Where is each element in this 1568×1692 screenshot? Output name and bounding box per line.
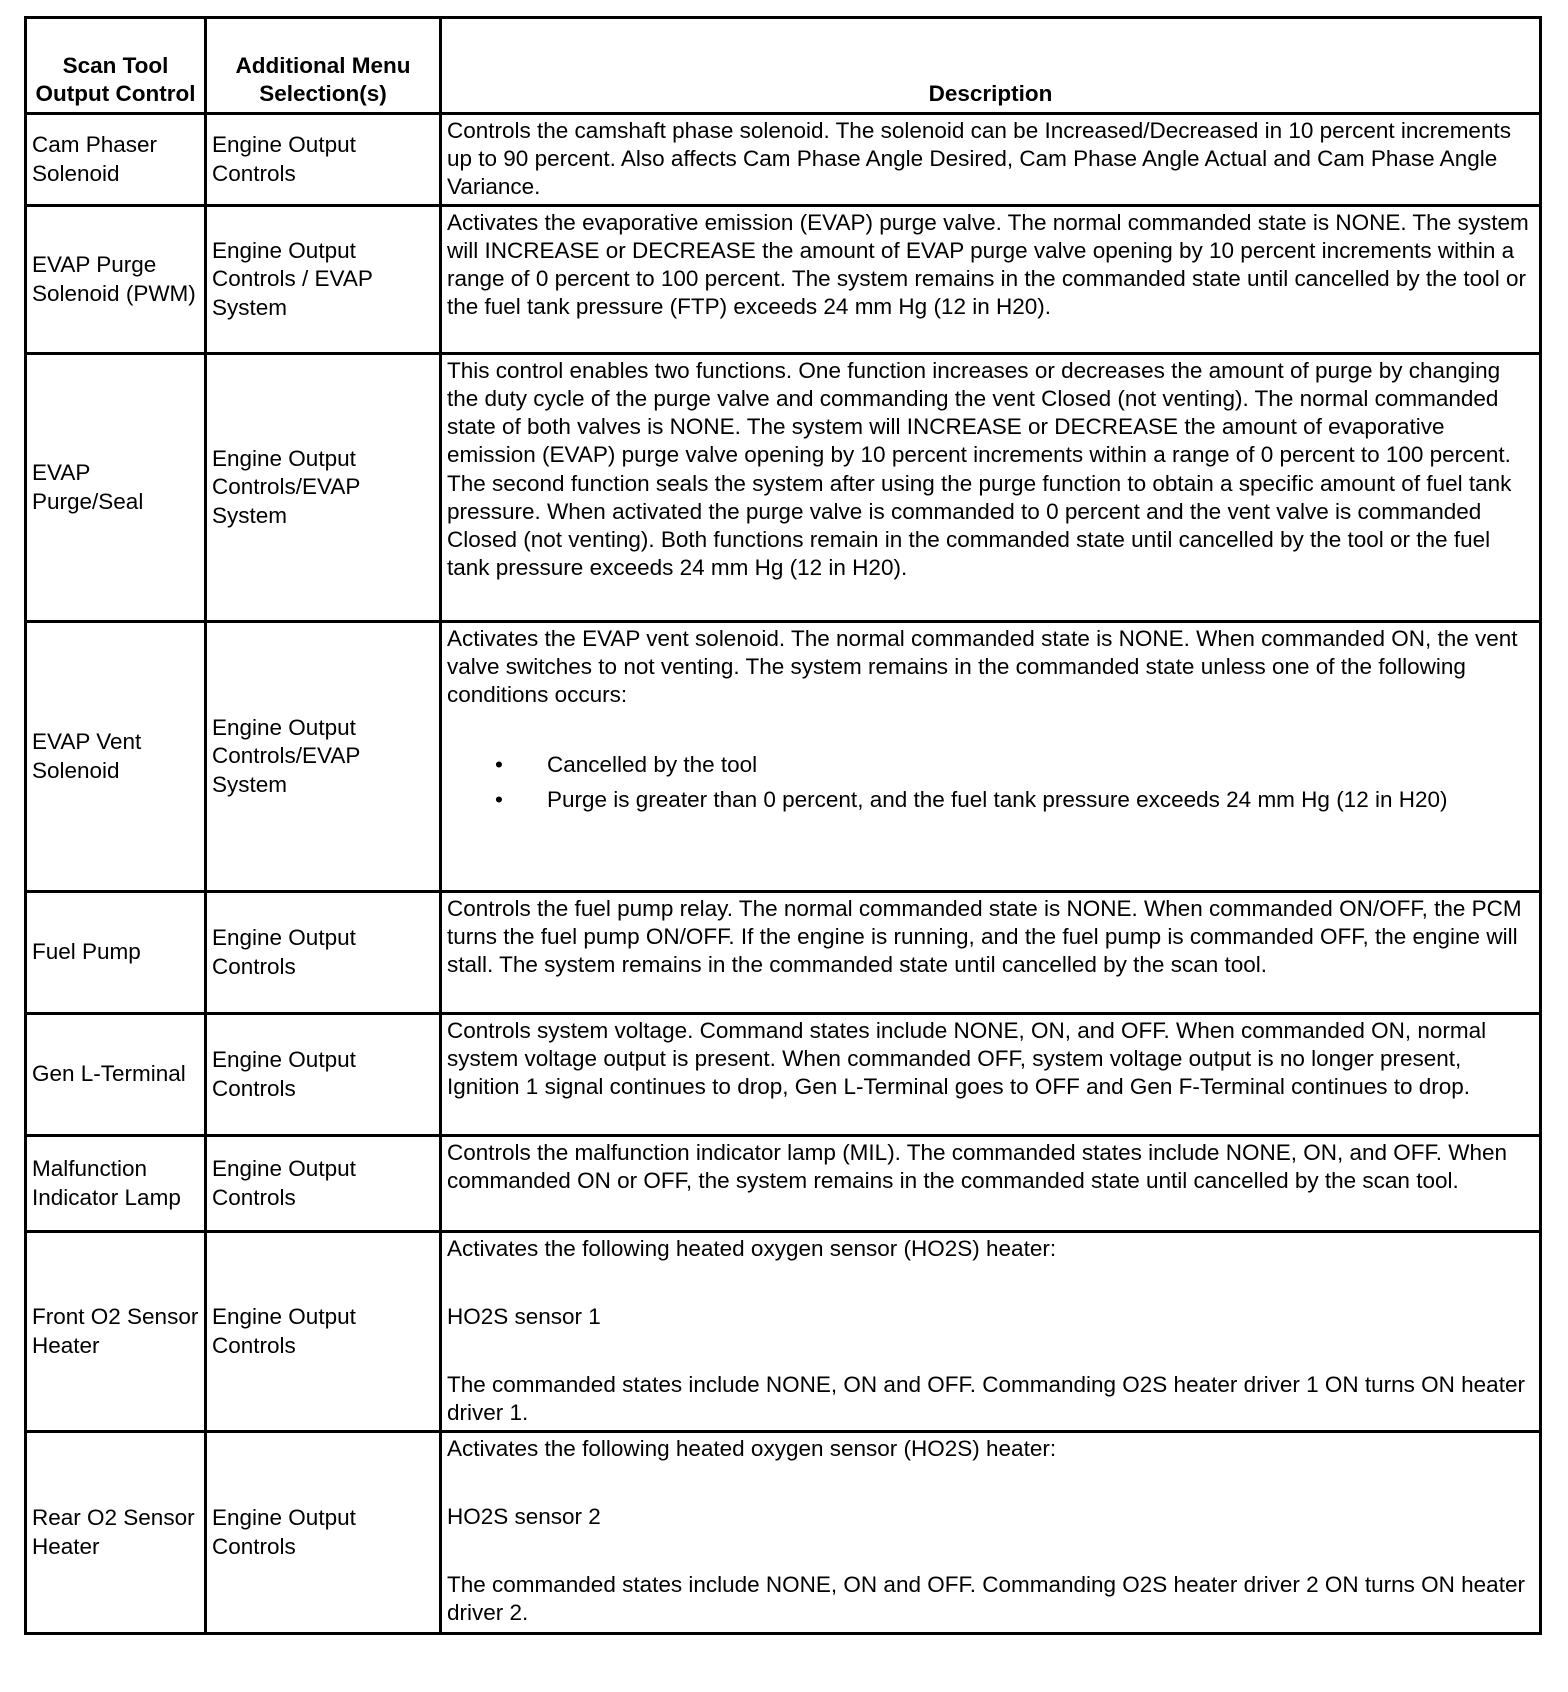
menu-selection: Engine Output Controls/EVAP System [206,354,441,622]
description-cell [441,114,1541,206]
description-text: Controls the malfunction indicator lamp (MIL). The commanded states include NONE, ON, and OFF. When commanded ON or OFF, the system remains in the commanded state until cancelled by the scan tool. [447,1140,1508,1194]
control-name: EVAP Vent Solenoid [26,622,206,892]
table-row [26,622,1541,892]
bullet-text: Purge is greater than 0 percent, and the fuel tank pressure exceeds 24 mm Hg (12 in H20) [547,786,1448,812]
menu-selection: Engine Output Controls [206,1136,441,1232]
description-cell [441,1014,1541,1136]
description-cell [441,1432,1541,1634]
bullet-text: Cancelled by the tool [547,752,758,778]
table-row [26,892,1541,1014]
table-row [26,1136,1541,1232]
description-text: Controls the camshaft phase solenoid. The solenoid can be Increased/Decreased in 10 percent increments up to 90 percent. Also affects Cam Phase Angle Desired, Cam Phase Angle Actual and Cam Phase Angle Variance. [447,118,1511,200]
control-name: EVAP Purge/Seal [26,354,206,622]
description-cell [441,1136,1541,1232]
menu-selection: Engine Output Controls [206,1232,441,1432]
control-name: EVAP Purge Solenoid (PWM) [26,206,206,354]
list-item [447,786,1534,814]
description-cell [441,622,1541,892]
table-row [26,354,1541,622]
control-name: Cam Phaser Solenoid [26,114,206,206]
sensor-label: HO2S sensor 1 [447,1304,601,1330]
description-cell [441,354,1541,622]
description-text: Activates the EVAP vent solenoid. The normal commanded state is NONE. When commanded ON, the vent valve switches to not venting. The system remains in the commanded state unless one of the following conditions occurs: [447,626,1518,708]
description-cell [441,206,1541,354]
bullet-icon: • [495,752,503,778]
control-name: Fuel Pump [26,892,206,1014]
table-row [26,1014,1541,1136]
description-text: Controls system voltage. Command states include NONE, ON, and OFF. When commanded ON, normal system voltage output is present. When commanded OFF, system voltage output is no longer present, Ignition 1 signal continues to drop, Gen L-Terminal goes to OFF and Gen F-Terminal continues to drop. [447,1018,1487,1100]
menu-selection: Engine Output Controls [206,1432,441,1634]
sensor-label: HO2S sensor 2 [447,1504,601,1530]
condition-list [447,751,1534,813]
control-name: Front O2 Sensor Heater [26,1232,206,1432]
header-description: Description [441,18,1541,114]
control-name: Rear O2 Sensor Heater [26,1432,206,1634]
description-text: This control enables two functions. One function increases or decreases the amount of purge by changing the duty cycle of the purge valve and commanding the vent Closed (not venting). The normal commanded state of both valves is NONE. The system will INCREASE or DECREASE the amount of evaporative emission (EVAP) purge valve opening by 10 percent increments within a range of 0 percent to 100 percent. The second function seals the system after using the purge function to obtain a specific amount of fuel tank pressure. When activated the purge valve is commanded to 0 percent and the vent valve is commanded Closed (not venting). Both functions remain in the commanded state until cancelled by the tool or the fuel tank pressure exceeds 24 mm Hg (12 in H20). [447,358,1512,580]
table-header-row [26,18,1541,114]
description-text: Activates the following heated oxygen sensor (HO2S) heater: [447,1236,1057,1261]
menu-selection: Engine Output Controls / EVAP System [206,206,441,354]
output-controls-table [24,16,1542,1635]
description-text: The commanded states include NONE, ON and OFF. Commanding O2S heater driver 2 ON turns ON heater driver 2. [447,1572,1525,1626]
description-text: The commanded states include NONE, ON and OFF. Commanding O2S heater driver 1 ON turns ON heater driver 1. [447,1372,1525,1426]
table-row [26,1232,1541,1432]
control-name: Malfunction Indicator Lamp [26,1136,206,1232]
menu-selection: Engine Output Controls [206,114,441,206]
description-text: Activates the evaporative emission (EVAP) purge valve. The normal commanded state is NONE. The system will INCREASE or DECREASE the amount of EVAP purge valve opening by 10 percent increments within a range of 0 percent to 100 percent. The system remains in the commanded state until cancelled by the tool or the fuel tank pressure (FTP) exceeds 24 mm Hg (12 in H20). [447,210,1529,320]
header-scan-tool-output-control: Scan Tool Output Control [26,18,206,114]
menu-selection: Engine Output Controls [206,892,441,1014]
description-cell [441,892,1541,1014]
list-item [447,751,1534,779]
menu-selection: Engine Output Controls/EVAP System [206,622,441,892]
bullet-icon: • [495,786,503,812]
control-name: Gen L-Terminal [26,1014,206,1136]
menu-selection: Engine Output Controls [206,1014,441,1136]
description-text: Activates the following heated oxygen sensor (HO2S) heater: [447,1436,1057,1461]
header-additional-menu-selections: Additional Menu Selection(s) [206,18,441,114]
description-cell [441,1232,1541,1432]
table-row [26,206,1541,354]
table-row [26,1432,1541,1634]
table-row [26,114,1541,206]
description-text: Controls the fuel pump relay. The normal commanded state is NONE. When commanded ON/OFF, the PCM turns the fuel pump ON/OFF. If the engine is running, and the fuel pump is commanded OFF, the engine will stall. The system remains in the commanded state until cancelled by the scan tool. [447,896,1522,978]
